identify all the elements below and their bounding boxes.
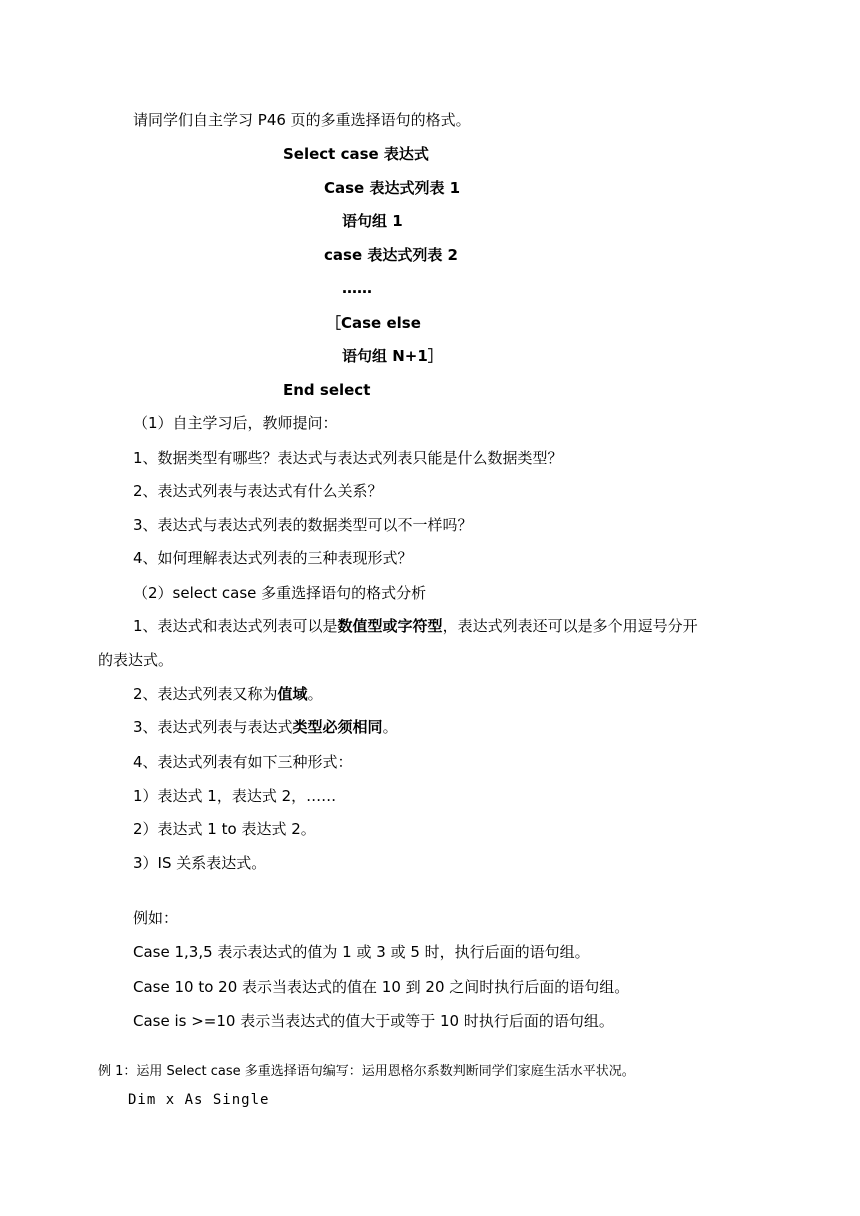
question-1: 1、数据类型有哪些？表达式与表达式列表只能是什么数据类型？ xyxy=(133,449,563,467)
syntax-group-1: 语句组 1 xyxy=(342,212,403,230)
item1-suffix: ，表达式列表还可以是多个用逗号分开 xyxy=(442,617,698,635)
code-line: Dim x As Single xyxy=(128,1092,270,1108)
question-3: 3、表达式与表达式列表的数据类型可以不一样吗？ xyxy=(133,516,473,534)
example-1-title: 例 1：运用 Select case 多重选择语句编写：运用恩格尔系数判断同学们家庭生活水平状况。 xyxy=(98,1064,635,1079)
question-2: 2、表达式列表与表达式有什么关系？ xyxy=(133,482,383,500)
item1-prefix: 1、表达式和表达式列表可以是 xyxy=(133,617,338,635)
example-line-3: Case is >=10 表示当表达式的值大于或等于 10 时执行后面的语句组。 xyxy=(133,1012,614,1030)
form-1: 1）表达式 1，表达式 2，…… xyxy=(133,787,337,805)
form-2: 2）表达式 1 to 表达式 2。 xyxy=(133,820,316,838)
item3-bold: 类型必须相同 xyxy=(292,718,383,736)
analysis-item-3 xyxy=(133,717,398,737)
item1-bold: 数值型或字符型 xyxy=(337,617,443,635)
syntax-select-case: Select case 表达式 xyxy=(283,145,429,163)
syntax-ellipsis: …… xyxy=(342,279,372,297)
syntax-end-select: End select xyxy=(283,381,371,399)
item2-prefix: 2、表达式列表又称为 xyxy=(133,685,278,703)
item2-suffix: 。 xyxy=(307,685,323,703)
example-line-1: Case 1,3,5 表示表达式的值为 1 或 3 或 5 时，执行后面的语句组。 xyxy=(133,943,590,961)
form-3: 3）IS 关系表达式。 xyxy=(133,854,267,872)
syntax-case-else: ［Case else xyxy=(326,314,421,332)
intro-paragraph: 请同学们自主学习 P46 页的多重选择语句的格式。 xyxy=(133,111,471,129)
analysis-item-1 xyxy=(133,616,698,636)
analysis-item-1-continuation: 的表达式。 xyxy=(98,651,174,669)
syntax-group-n1: 语句组 N+1］ xyxy=(342,347,443,365)
item3-prefix: 3、表达式列表与表达式 xyxy=(133,718,293,736)
example-line-2: Case 10 to 20 表示当表达式的值在 10 到 20 之间时执行后面的语句组。 xyxy=(133,978,630,996)
section1-heading: （1）自主学习后，教师提问： xyxy=(133,414,338,432)
syntax-case-1: Case 表达式列表 1 xyxy=(324,179,461,197)
examples-heading: 例如： xyxy=(133,909,179,927)
item3-suffix: 。 xyxy=(382,718,398,736)
analysis-item-4: 4、表达式列表有如下三种形式： xyxy=(133,753,353,771)
analysis-item-2 xyxy=(133,684,323,704)
item2-bold: 值域 xyxy=(277,685,308,703)
section2-heading: （2）select case 多重选择语句的格式分析 xyxy=(133,584,427,602)
question-4: 4、如何理解表达式列表的三种表现形式？ xyxy=(133,549,413,567)
syntax-case-2: case 表达式列表 2 xyxy=(324,246,458,264)
